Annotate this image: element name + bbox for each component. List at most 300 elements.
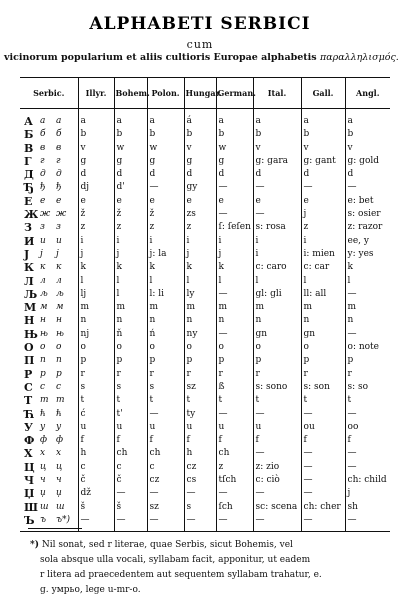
table-row	[20, 168, 390, 181]
cell-serbic-lower: ђ	[40, 182, 46, 193]
cell-polon: e	[147, 195, 184, 208]
cell-hungar: —	[184, 487, 216, 500]
cell-serbic-lower: љ	[40, 288, 48, 299]
footnote-line-3: r litera ad praecedentem aut sequentem syllabam trahatur, e.	[40, 570, 322, 580]
cell-serbic-cursive: у	[56, 421, 62, 432]
cell-angl: ee, y	[345, 235, 390, 248]
cell-gall: —	[301, 474, 345, 487]
cell-serbic-capital: К	[24, 261, 35, 275]
cell-illyr: m	[78, 301, 114, 314]
cell-polon: j: la	[147, 248, 184, 261]
table-row	[20, 447, 390, 460]
cell-ital: u	[253, 421, 301, 434]
table-row	[20, 408, 390, 421]
cell-german: r	[216, 368, 253, 381]
cell-illyr: ć	[78, 408, 114, 421]
cell-polon: ch	[147, 447, 184, 460]
cell-ital: b	[253, 128, 301, 141]
cell-serbic-capital: Ц	[24, 460, 35, 474]
cell-hungar: h	[184, 447, 216, 460]
cell-serbic-lower: р	[40, 368, 46, 379]
cell-angl: l	[345, 275, 390, 288]
cell-bohem: w	[114, 142, 147, 155]
cell-serbic-capital: М	[24, 301, 37, 315]
footnote-line-4: g. умрьо, lege u-mr-o.	[40, 585, 141, 595]
cell-german: d	[216, 168, 253, 181]
cell-bohem: e	[114, 195, 147, 208]
cell-serbic-cursive: з	[56, 222, 61, 233]
cell-serbic-lower: г	[40, 155, 45, 166]
cell-serbic-capital: Р	[24, 367, 33, 381]
cell-angl: d	[345, 168, 390, 181]
cell-polon: ž	[147, 208, 184, 221]
table-row	[20, 155, 390, 168]
cell-german: p	[216, 354, 253, 367]
cell-illyr: b	[78, 128, 114, 141]
cell-polon: —	[147, 181, 184, 194]
cell-angl: y: yes	[345, 248, 390, 261]
cell-polon: u	[147, 421, 184, 434]
cell-illyr: t	[78, 394, 114, 407]
cell-illyr: č	[78, 474, 114, 487]
table-row	[20, 487, 390, 500]
table-row	[20, 314, 390, 327]
cell-serbic-lower: ј	[40, 248, 43, 259]
cell-illyr: dž	[78, 487, 114, 500]
cell-serbic-lower: ц	[40, 461, 47, 472]
cell-bohem: š	[114, 501, 147, 514]
cell-serbic-lower: т	[40, 395, 49, 406]
cell-polon: z	[147, 221, 184, 234]
cell-angl: —	[345, 408, 390, 421]
cell-bohem: ň	[114, 328, 147, 341]
cell-hungar: ly	[184, 288, 216, 301]
cell-serbic-capital: Џ	[24, 487, 35, 501]
cell-illyr: k	[78, 261, 114, 274]
cell-gall: p	[301, 354, 345, 367]
cell-serbic-cursive: ш	[56, 501, 65, 512]
cell-angl: ch: child	[345, 474, 390, 487]
table-row	[20, 248, 390, 261]
cell-polon: b	[147, 128, 184, 141]
cell-serbic-cursive: г	[56, 155, 61, 166]
cell-hungar: á	[184, 109, 216, 129]
cell-bohem: ch	[114, 447, 147, 460]
cell-illyr: lj	[78, 288, 114, 301]
table-row	[20, 261, 390, 274]
cell-angl: sh	[345, 501, 390, 514]
cell-bohem: r	[114, 368, 147, 381]
cell-hungar: m	[184, 301, 216, 314]
cell-polon: l: li	[147, 288, 184, 301]
cell-serbic-lower: е	[40, 195, 46, 206]
cell-gall: i: mien	[301, 248, 345, 261]
cell-angl: b	[345, 128, 390, 141]
cell-angl: e: bet	[345, 195, 390, 208]
cell-gall: gn	[301, 328, 345, 341]
cell-serbic-capital: В	[24, 141, 34, 155]
cell-serbic-lower: и	[40, 235, 46, 246]
cell-ital: c: ciò	[253, 474, 301, 487]
cell-serbic-lower: д	[40, 169, 46, 180]
cell-serbic-lower: м	[40, 302, 48, 313]
cell-angl: a	[345, 109, 390, 129]
footnote-text: Nil sonat, sed r literae, quae Serbis, sicut Bohemis, vel	[41, 540, 293, 550]
table-row	[20, 195, 390, 208]
table-row	[20, 221, 390, 234]
table-row	[20, 328, 390, 341]
table-row	[20, 501, 390, 514]
cell-serbic-lower: а	[40, 116, 46, 126]
cell-serbic-capital: С	[24, 380, 33, 394]
cell-bohem: m	[114, 301, 147, 314]
footnote-line-1	[30, 538, 390, 553]
cell-german: o	[216, 341, 253, 354]
cell-german: w	[216, 142, 253, 155]
cell-hungar: ny	[184, 328, 216, 341]
cell-serbic-capital: Л	[24, 274, 34, 288]
cell-serbic-capital: Ћ	[24, 407, 35, 421]
cell-ital: v	[253, 142, 301, 155]
table-row	[20, 434, 390, 447]
table-row	[20, 142, 390, 155]
cell-angl: —	[345, 447, 390, 460]
cell-illyr: g	[78, 155, 114, 168]
cell-illyr: p	[78, 354, 114, 367]
cell-angl: p	[345, 354, 390, 367]
table-row	[20, 368, 390, 381]
column-header-bohem: Bohem.	[114, 78, 147, 109]
cell-german: —	[216, 288, 253, 301]
cell-serbic-capital: Љ	[24, 287, 38, 301]
cell-angl: s: so	[345, 381, 390, 394]
cell-serbic-capital: П	[24, 354, 35, 368]
cell-german: t	[216, 394, 253, 407]
cell-angl: m	[345, 301, 390, 314]
cell-bohem: —	[114, 487, 147, 500]
cell-angl: t	[345, 394, 390, 407]
cell-bohem: č	[114, 474, 147, 487]
cell-bohem: t	[114, 394, 147, 407]
cell-gall: n	[301, 314, 345, 327]
cell-hungar: sz	[184, 381, 216, 394]
cell-serbic-capital: Ъ	[20, 514, 38, 532]
cell-german: tſch	[216, 474, 253, 487]
cell-german: i	[216, 235, 253, 248]
cell-hungar: b	[184, 128, 216, 141]
cell-serbic-lower: ф	[40, 435, 48, 446]
cell-ital: d	[253, 168, 301, 181]
cell-polon: s	[147, 381, 184, 394]
cell-hungar: l	[184, 275, 216, 288]
cell-angl: v	[345, 142, 390, 155]
cell-bohem: —	[114, 514, 147, 532]
cell-ital: s: sono	[253, 381, 301, 394]
column-header-german: German.	[216, 78, 253, 109]
cell-angl: —	[345, 328, 390, 341]
cell-gall: a	[301, 109, 345, 129]
alphabet-comparison-table	[20, 77, 390, 532]
cell-ital: —	[253, 181, 301, 194]
cell-illyr: r	[78, 368, 114, 381]
cell-serbic-lower: с	[40, 381, 46, 392]
cell-polon: p	[147, 354, 184, 367]
cell-hungar: gy	[184, 181, 216, 194]
cell-angl: —	[345, 514, 390, 532]
cell-german: —	[216, 514, 253, 532]
cell-german: n	[216, 314, 253, 327]
table-row	[20, 421, 390, 434]
cell-illyr: nj	[78, 328, 114, 341]
table-row	[20, 354, 390, 367]
cell-angl: o: note	[345, 341, 390, 354]
cell-polon: d	[147, 168, 184, 181]
table-row	[20, 181, 390, 194]
cell-gall: e	[301, 195, 345, 208]
cell-german: m	[216, 301, 253, 314]
footnote	[30, 538, 390, 598]
cell-angl: k	[345, 261, 390, 274]
cell-ital: i	[253, 235, 301, 248]
cell-bohem: u	[114, 421, 147, 434]
subtitle-greek: παραλληλισμός.	[319, 52, 399, 63]
cell-gall: —	[301, 461, 345, 474]
cell-polon: t	[147, 394, 184, 407]
cell-illyr: c	[78, 461, 114, 474]
cell-serbic-cursive: л	[56, 275, 62, 286]
cell-gall: z	[301, 221, 345, 234]
cell-angl: —	[345, 288, 390, 301]
cell-illyr: v	[78, 142, 114, 155]
column-header-polon: Polon.	[147, 78, 184, 109]
cell-ital: a	[253, 109, 301, 129]
table-body	[20, 109, 390, 532]
table-row	[20, 288, 390, 301]
cell-illyr: j	[78, 248, 114, 261]
cell-hungar: zs	[184, 208, 216, 221]
cell-angl: f	[345, 434, 390, 447]
cell-german: u	[216, 421, 253, 434]
cell-serbic-cursive: о	[56, 342, 62, 353]
cell-hungar: i	[184, 235, 216, 248]
cell-hungar: o	[184, 341, 216, 354]
cell-gall: s: son	[301, 381, 345, 394]
cell-ital: z: zio	[253, 461, 301, 474]
cell-hungar: u	[184, 421, 216, 434]
cell-bohem: z	[114, 221, 147, 234]
cell-gall: i	[301, 235, 345, 248]
cell-serbic-lower: џ	[40, 488, 46, 499]
column-header-hungar: Hungar.	[184, 78, 216, 109]
cell-serbic-cursive: а	[56, 116, 62, 126]
cell-bohem: d'	[114, 181, 147, 194]
cell-serbic-cursive: р	[56, 368, 62, 379]
cell-serbic-cursive: ћ	[56, 408, 62, 419]
cell-hungar: k	[184, 261, 216, 274]
cell-hungar: p	[184, 354, 216, 367]
cell-polon: sz	[147, 501, 184, 514]
cell-serbic-capital: Х	[24, 447, 33, 461]
cell-bohem: b	[114, 128, 147, 141]
cell-polon: r	[147, 368, 184, 381]
table-row	[20, 301, 390, 314]
cell-hungar: r	[184, 368, 216, 381]
cell-ital: gl: gli	[253, 288, 301, 301]
cell-illyr: h	[78, 447, 114, 460]
cell-ital: s: rosa	[253, 221, 301, 234]
cell-hungar: —	[184, 514, 216, 532]
cell-bohem: t'	[114, 408, 147, 421]
cell-serbic-lower: х	[40, 448, 46, 459]
cell-serbic-cursive: д	[56, 169, 62, 180]
cell-hungar: n	[184, 314, 216, 327]
cell-serbic-cursive: љ	[56, 288, 64, 299]
cell-serbic-lower: о	[40, 342, 46, 353]
cell-german: a	[216, 109, 253, 129]
table-row	[20, 341, 390, 354]
cell-polon: g	[147, 155, 184, 168]
cell-serbic-cursive: к	[56, 262, 62, 273]
cell-illyr: —	[78, 514, 114, 532]
cell-ital: g: gara	[253, 155, 301, 168]
cell-hungar: z	[184, 221, 216, 234]
title-connector: cum	[186, 38, 214, 51]
cell-bohem: j	[114, 248, 147, 261]
cell-polon: —	[147, 487, 184, 500]
cell-illyr: f	[78, 434, 114, 447]
cell-serbic-lower: к	[40, 262, 46, 273]
cell-gall: f	[301, 434, 345, 447]
cell-serbic-cursive: с	[56, 381, 62, 392]
cell-serbic-cursive: ј	[56, 248, 59, 259]
cell-serbic-cursive: н	[56, 315, 62, 326]
cell-gall: v	[301, 142, 345, 155]
cell-illyr: i	[78, 235, 114, 248]
cell-polon: n	[147, 314, 184, 327]
cell-illyr: o	[78, 341, 114, 354]
column-header-angl: Angl.	[345, 78, 390, 109]
cell-polon: k	[147, 261, 184, 274]
cell-serbic-cursive: ђ	[56, 182, 62, 193]
cell-hungar: f	[184, 434, 216, 447]
cell-hungar: j	[184, 248, 216, 261]
cell-gall: g: gant	[301, 155, 345, 168]
cell-serbic-capital: У	[24, 420, 33, 434]
cell-angl: —	[345, 461, 390, 474]
cell-german: j	[216, 248, 253, 261]
cell-german: b	[216, 128, 253, 141]
cell-bohem: a	[114, 109, 147, 129]
cell-polon: w	[147, 142, 184, 155]
cell-polon: —	[147, 408, 184, 421]
cell-serbic-capital: Е	[24, 194, 33, 208]
cell-serbic-capital: Ђ	[24, 181, 34, 195]
cell-ital: gn	[253, 328, 301, 341]
table-row	[20, 394, 390, 407]
cell-bohem: s	[114, 381, 147, 394]
cell-serbic-capital: Н	[24, 314, 35, 328]
cell-serbic-cursive: е	[56, 195, 62, 206]
cell-gall: ou	[301, 421, 345, 434]
cell-bohem: o	[114, 341, 147, 354]
cell-serbic-capital: З	[24, 221, 32, 235]
cell-gall: r	[301, 368, 345, 381]
cell-illyr: s	[78, 381, 114, 394]
cell-german: —	[216, 487, 253, 500]
cell-ital: t	[253, 394, 301, 407]
cell-serbic-cursive: х	[56, 448, 62, 459]
cell-gall: —	[301, 514, 345, 532]
cell-gall: d	[301, 168, 345, 181]
cell-ital: f	[253, 434, 301, 447]
cell-german: k	[216, 261, 253, 274]
cell-bohem: d	[114, 168, 147, 181]
cell-polon: cz	[147, 474, 184, 487]
cell-serbic-cursive: ъ*)	[54, 514, 78, 532]
cell-illyr: u	[78, 421, 114, 434]
cell-german: —	[216, 208, 253, 221]
cell-serbic-capital: Ф	[24, 434, 35, 448]
cell-illyr: dj	[78, 181, 114, 194]
cell-german: —	[216, 181, 253, 194]
cell-ital: sc: scena	[253, 501, 301, 514]
table-row	[20, 514, 390, 532]
cell-serbic-cursive: п	[56, 355, 62, 366]
cell-serbic-cursive: т	[56, 395, 65, 406]
cell-serbic-cursive: ц	[56, 461, 63, 472]
cell-serbic-cursive: м	[56, 302, 64, 313]
cell-gall: —	[301, 447, 345, 460]
cell-polon: m	[147, 301, 184, 314]
cell-ital: n	[253, 314, 301, 327]
footnote-divider	[28, 528, 82, 529]
cell-hungar: v	[184, 142, 216, 155]
page-title: ALPHABETI SERBICI	[89, 14, 311, 34]
cell-serbic-cursive: в	[56, 142, 62, 153]
cell-ital: —	[253, 514, 301, 532]
cell-serbic-lower: ш	[40, 501, 49, 512]
cell-serbic-cursive: џ	[56, 488, 62, 499]
cell-polon: o	[147, 341, 184, 354]
cell-angl: s: osier	[345, 208, 390, 221]
cell-serbic-capital: Ј	[24, 247, 30, 261]
cell-german: l	[216, 275, 253, 288]
cell-hungar: s	[184, 501, 216, 514]
cell-serbic-capital: Д	[24, 168, 34, 182]
cell-serbic-capital: И	[24, 234, 35, 248]
cell-gall: ch: cher	[301, 501, 345, 514]
cell-bohem: i	[114, 235, 147, 248]
cell-angl: z: razor	[345, 221, 390, 234]
cell-gall: l	[301, 275, 345, 288]
cell-bohem: l	[114, 288, 147, 301]
cell-hungar: cz	[184, 461, 216, 474]
cell-serbic-capital: Б	[24, 128, 34, 142]
cell-serbic-cursive: ф	[56, 435, 64, 446]
cell-gall: —	[301, 181, 345, 194]
cell-ital: —	[253, 408, 301, 421]
cell-serbic-capital: Њ	[24, 327, 38, 341]
cell-illyr: š	[78, 501, 114, 514]
cell-gall: c: car	[301, 261, 345, 274]
cell-serbic-capital: Т	[24, 394, 33, 408]
cell-gall: b	[301, 128, 345, 141]
cell-german: f	[216, 434, 253, 447]
cell-gall: o	[301, 341, 345, 354]
cell-german: z	[216, 461, 253, 474]
footnote-mark: *)	[30, 540, 39, 550]
column-header-illyr: Illyr.	[78, 78, 114, 109]
